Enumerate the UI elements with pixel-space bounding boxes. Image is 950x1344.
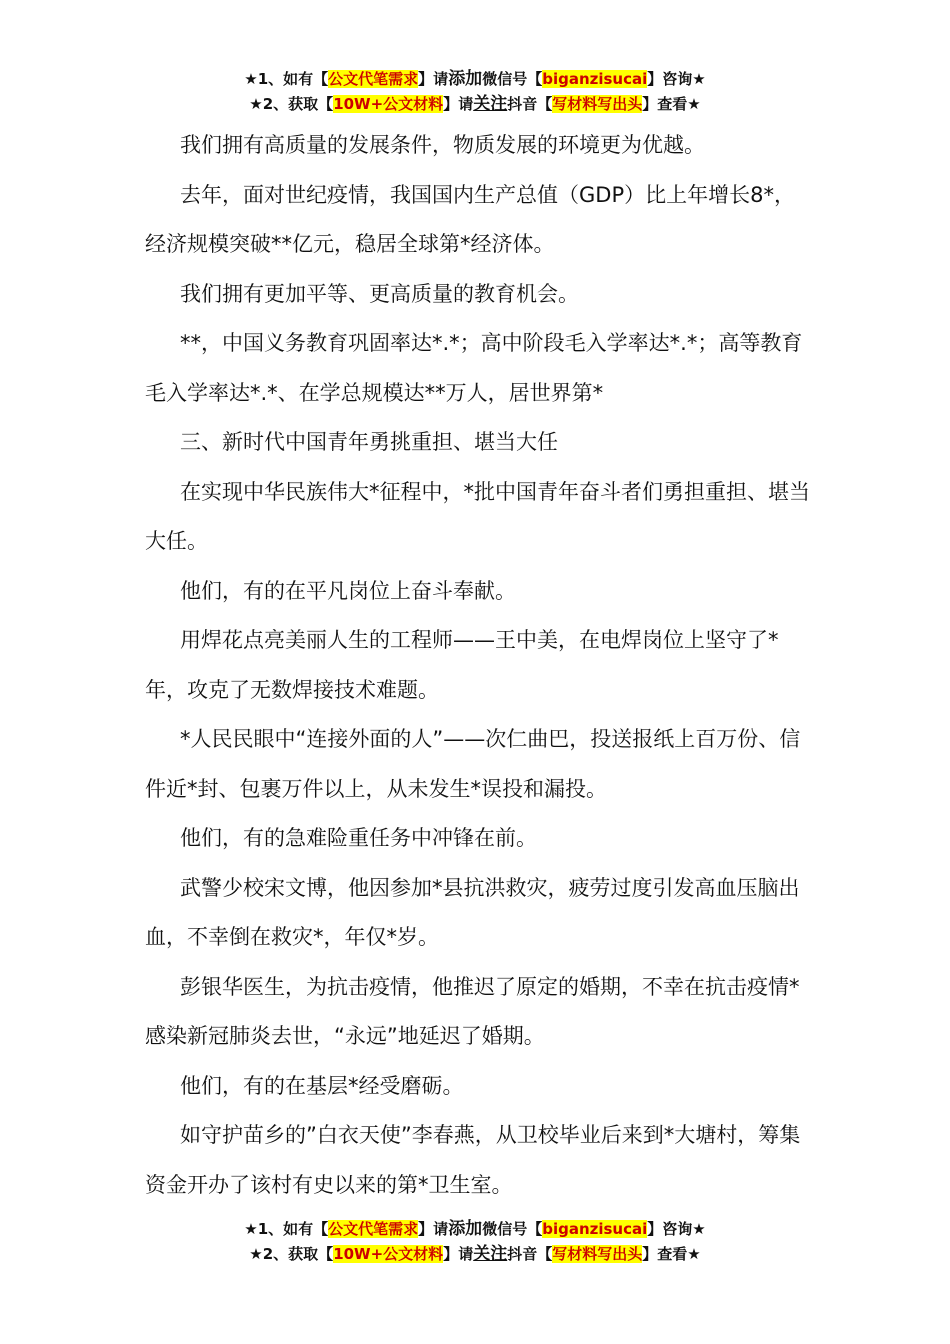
paragraph: **，中国义务教育巩固率达*.*；高中阶段毛入学率达*.*；高等教育毛入学率达*.*、在学总规模达**万人，居世界第*	[145, 331, 803, 405]
banner-emphasis: 关注	[473, 94, 508, 114]
banner-text: 抖音【	[507, 95, 553, 113]
paragraph: 武警少校宋文博，他因参加*县抗洪救灾，疲劳过度引发高血压脑出血，不幸倒在救灾*，年仅*岁。	[145, 875, 800, 949]
paragraph: 在实现中华民族伟大*征程中，*批中国青年奋斗者们勇担重担、堪当大任。	[145, 479, 810, 553]
banner-text: ★2、获取【	[249, 1245, 334, 1263]
paragraph: 他们，有的在平凡岗位上奋斗奉献。	[180, 578, 516, 603]
paragraph: 用焊花点亮美丽人生的工程师——王中美，在电焊岗位上坚守了*年，攻克了无数焊接技术难题。	[145, 628, 779, 702]
document-body	[145, 121, 813, 1210]
banner-emphasis: 添加	[448, 1219, 483, 1239]
paragraph: 我们拥有高质量的发展条件，物质发展的环境更为优越。	[180, 133, 705, 157]
banner-text: 抖音【	[507, 1245, 553, 1263]
banner-text: 】咨询★	[647, 70, 706, 88]
section-heading: 三、新时代中国青年勇挑重担、堪当大任	[180, 430, 558, 454]
banner-emphasis: 添加	[448, 69, 483, 89]
banner-text: 】请	[443, 1245, 474, 1263]
banner-highlight: 10W+公文材料	[333, 95, 444, 113]
banner-text: 微信号【	[482, 70, 543, 88]
banner-text: ★1、如有【	[244, 70, 329, 88]
paragraph: 如守护苗乡的”白衣天使”李春燕，从卫校毕业后来到*大塘村，筹集资金开办了该村有史以来的第*卫生室。	[145, 1123, 801, 1197]
banner-line-1	[0, 1217, 950, 1242]
banner-text: 】查看★	[642, 1245, 701, 1263]
paragraph: 彭银华医生，为抗击疫情，他推迟了原定的婚期，不幸在抗击疫情*感染新冠肺炎去世，“永远”地延迟了婚期。	[145, 974, 800, 1048]
header-banner	[0, 67, 950, 117]
banner-highlight: biganzisucai	[542, 1220, 648, 1238]
banner-highlight: biganzisucai	[542, 70, 648, 88]
paragraph: 我们拥有更加平等、更高质量的教育机会。	[180, 281, 579, 306]
banner-highlight: 写材料写出头	[552, 1245, 643, 1263]
paragraph: 去年，面对世纪疫情，我国国内生产总值（GDP）比上年增长8*，经济规模突破**亿元，稳居全球第*经济体。	[145, 182, 795, 256]
banner-highlight: 10W+公文材料	[333, 1245, 444, 1263]
banner-highlight: 写材料写出头	[552, 95, 643, 113]
banner-text: 】咨询★	[647, 1220, 706, 1238]
banner-text: 】请	[418, 1220, 449, 1238]
paragraph: *人民民眼中“连接外面的人”——次仁曲巴，投送报纸上百万份、信件近*封、包裹万件以上，从未发生*误投和漏投。	[145, 727, 801, 801]
banner-emphasis: 关注	[473, 1244, 508, 1264]
banner-text: 微信号【	[482, 1220, 543, 1238]
banner-line-1	[0, 67, 950, 92]
banner-text: ★1、如有【	[244, 1220, 329, 1238]
banner-text: 】请	[418, 70, 449, 88]
banner-text: 】查看★	[642, 95, 701, 113]
paragraph: 他们，有的急难险重任务中冲锋在前。	[180, 826, 537, 850]
banner-line-2	[0, 1242, 950, 1267]
paragraph: 他们，有的在基层*经受磨砺。	[180, 1073, 464, 1098]
banner-text: ★2、获取【	[249, 95, 334, 113]
banner-highlight: 公文代笔需求	[328, 1220, 419, 1238]
footer-banner	[0, 1217, 950, 1267]
banner-highlight: 公文代笔需求	[328, 70, 419, 88]
banner-text: 】请	[443, 95, 474, 113]
banner-line-2	[0, 92, 950, 117]
